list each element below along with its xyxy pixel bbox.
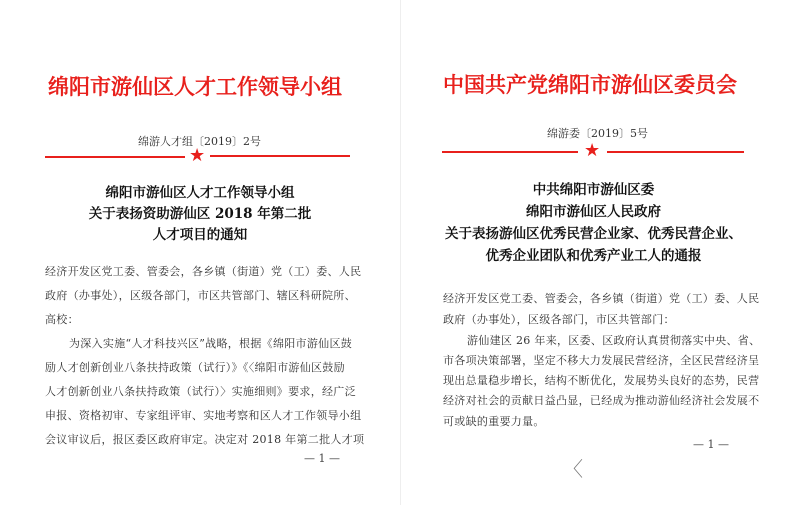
body-line: 会议审议后，报区委区政府审定。决定对 2018 年第二批人才项 <box>45 433 365 446</box>
body-line: 经济开发区党工委、管委会，各乡镇（街道）党（工）委、人民 <box>443 292 760 305</box>
body-line: 为深入实施“人才科技兴区”战略，根据《绵阳市游仙区鼓 <box>69 337 353 350</box>
right-document-page <box>400 0 800 505</box>
title-line: 优秀企业团队和优秀产业工人的通报 <box>485 248 702 264</box>
red-rule-left <box>442 151 578 153</box>
document-number: 绵游人才组〔2019〕2号 <box>138 135 261 148</box>
title-line: 绵阳市游仙区人民政府 <box>526 204 661 220</box>
red-rule-right <box>210 155 350 157</box>
body-line: 政府（办事处），区级各部门，市区共管部门： <box>443 313 675 326</box>
title-line: 关于表扬资助游仙区 2018 年第二批 <box>88 206 312 222</box>
document-number: 绵游委〔2019〕5号 <box>547 127 648 140</box>
title-line: 关于表扬游仙区优秀民营企业家、优秀民营企业、 <box>445 226 742 242</box>
body-line: 政府（办事处），区级各部门，市区共管部门、辖区科研院所、 <box>45 289 356 302</box>
body-line: 人才创新创业八条扶持政策（试行）〉实施细则》要求，经广泛 <box>45 385 356 398</box>
red-star-icon: ★ <box>189 145 206 166</box>
page-number: — 1 — <box>693 438 729 451</box>
body-line: 现出总量稳步增长，结构不断优化，发展势头良好的态势，民营 <box>443 374 760 387</box>
body-line: 高校： <box>45 313 79 326</box>
title-line: 中共绵阳市游仙区委 <box>532 182 655 198</box>
body-line: 经济对社会的贡献日益凸显，已经成为推动游仙经济社会发展不 <box>443 394 760 407</box>
body-line: 可或缺的重要力量。 <box>443 415 545 428</box>
red-rule-right <box>607 151 744 153</box>
issuer-header: 中国共产党绵阳市游仙区委员会 <box>443 73 737 97</box>
red-rule-left <box>45 156 185 158</box>
red-star-icon: ★ <box>584 140 601 161</box>
scan-mark: 〈 <box>563 457 583 481</box>
body-line: 游仙建区 26 年来，区委、区政府认真贯彻落实中央、省、 <box>467 334 761 347</box>
title-line: 人才项目的通知 <box>152 227 248 243</box>
issuer-header: 绵阳市游仙区人才工作领导小组 <box>48 75 342 99</box>
body-line: 市各项决策部署，坚定不移大力发展民营经济，全区民营经济呈 <box>443 354 760 367</box>
page-number: — 1 — <box>304 452 340 465</box>
body-line: 经济开发区党工委、管委会，各乡镇（街道）党（工）委、人民 <box>45 265 362 278</box>
body-line: 申报、资格初审、专家组评审、实地考察和区人才工作领导小组 <box>45 409 362 422</box>
body-line: 励人才创新创业八条扶持政策（试行）》《〈绵阳市游仙区鼓励 <box>45 361 345 374</box>
title-line: 绵阳市游仙区人才工作领导小组 <box>105 185 295 201</box>
